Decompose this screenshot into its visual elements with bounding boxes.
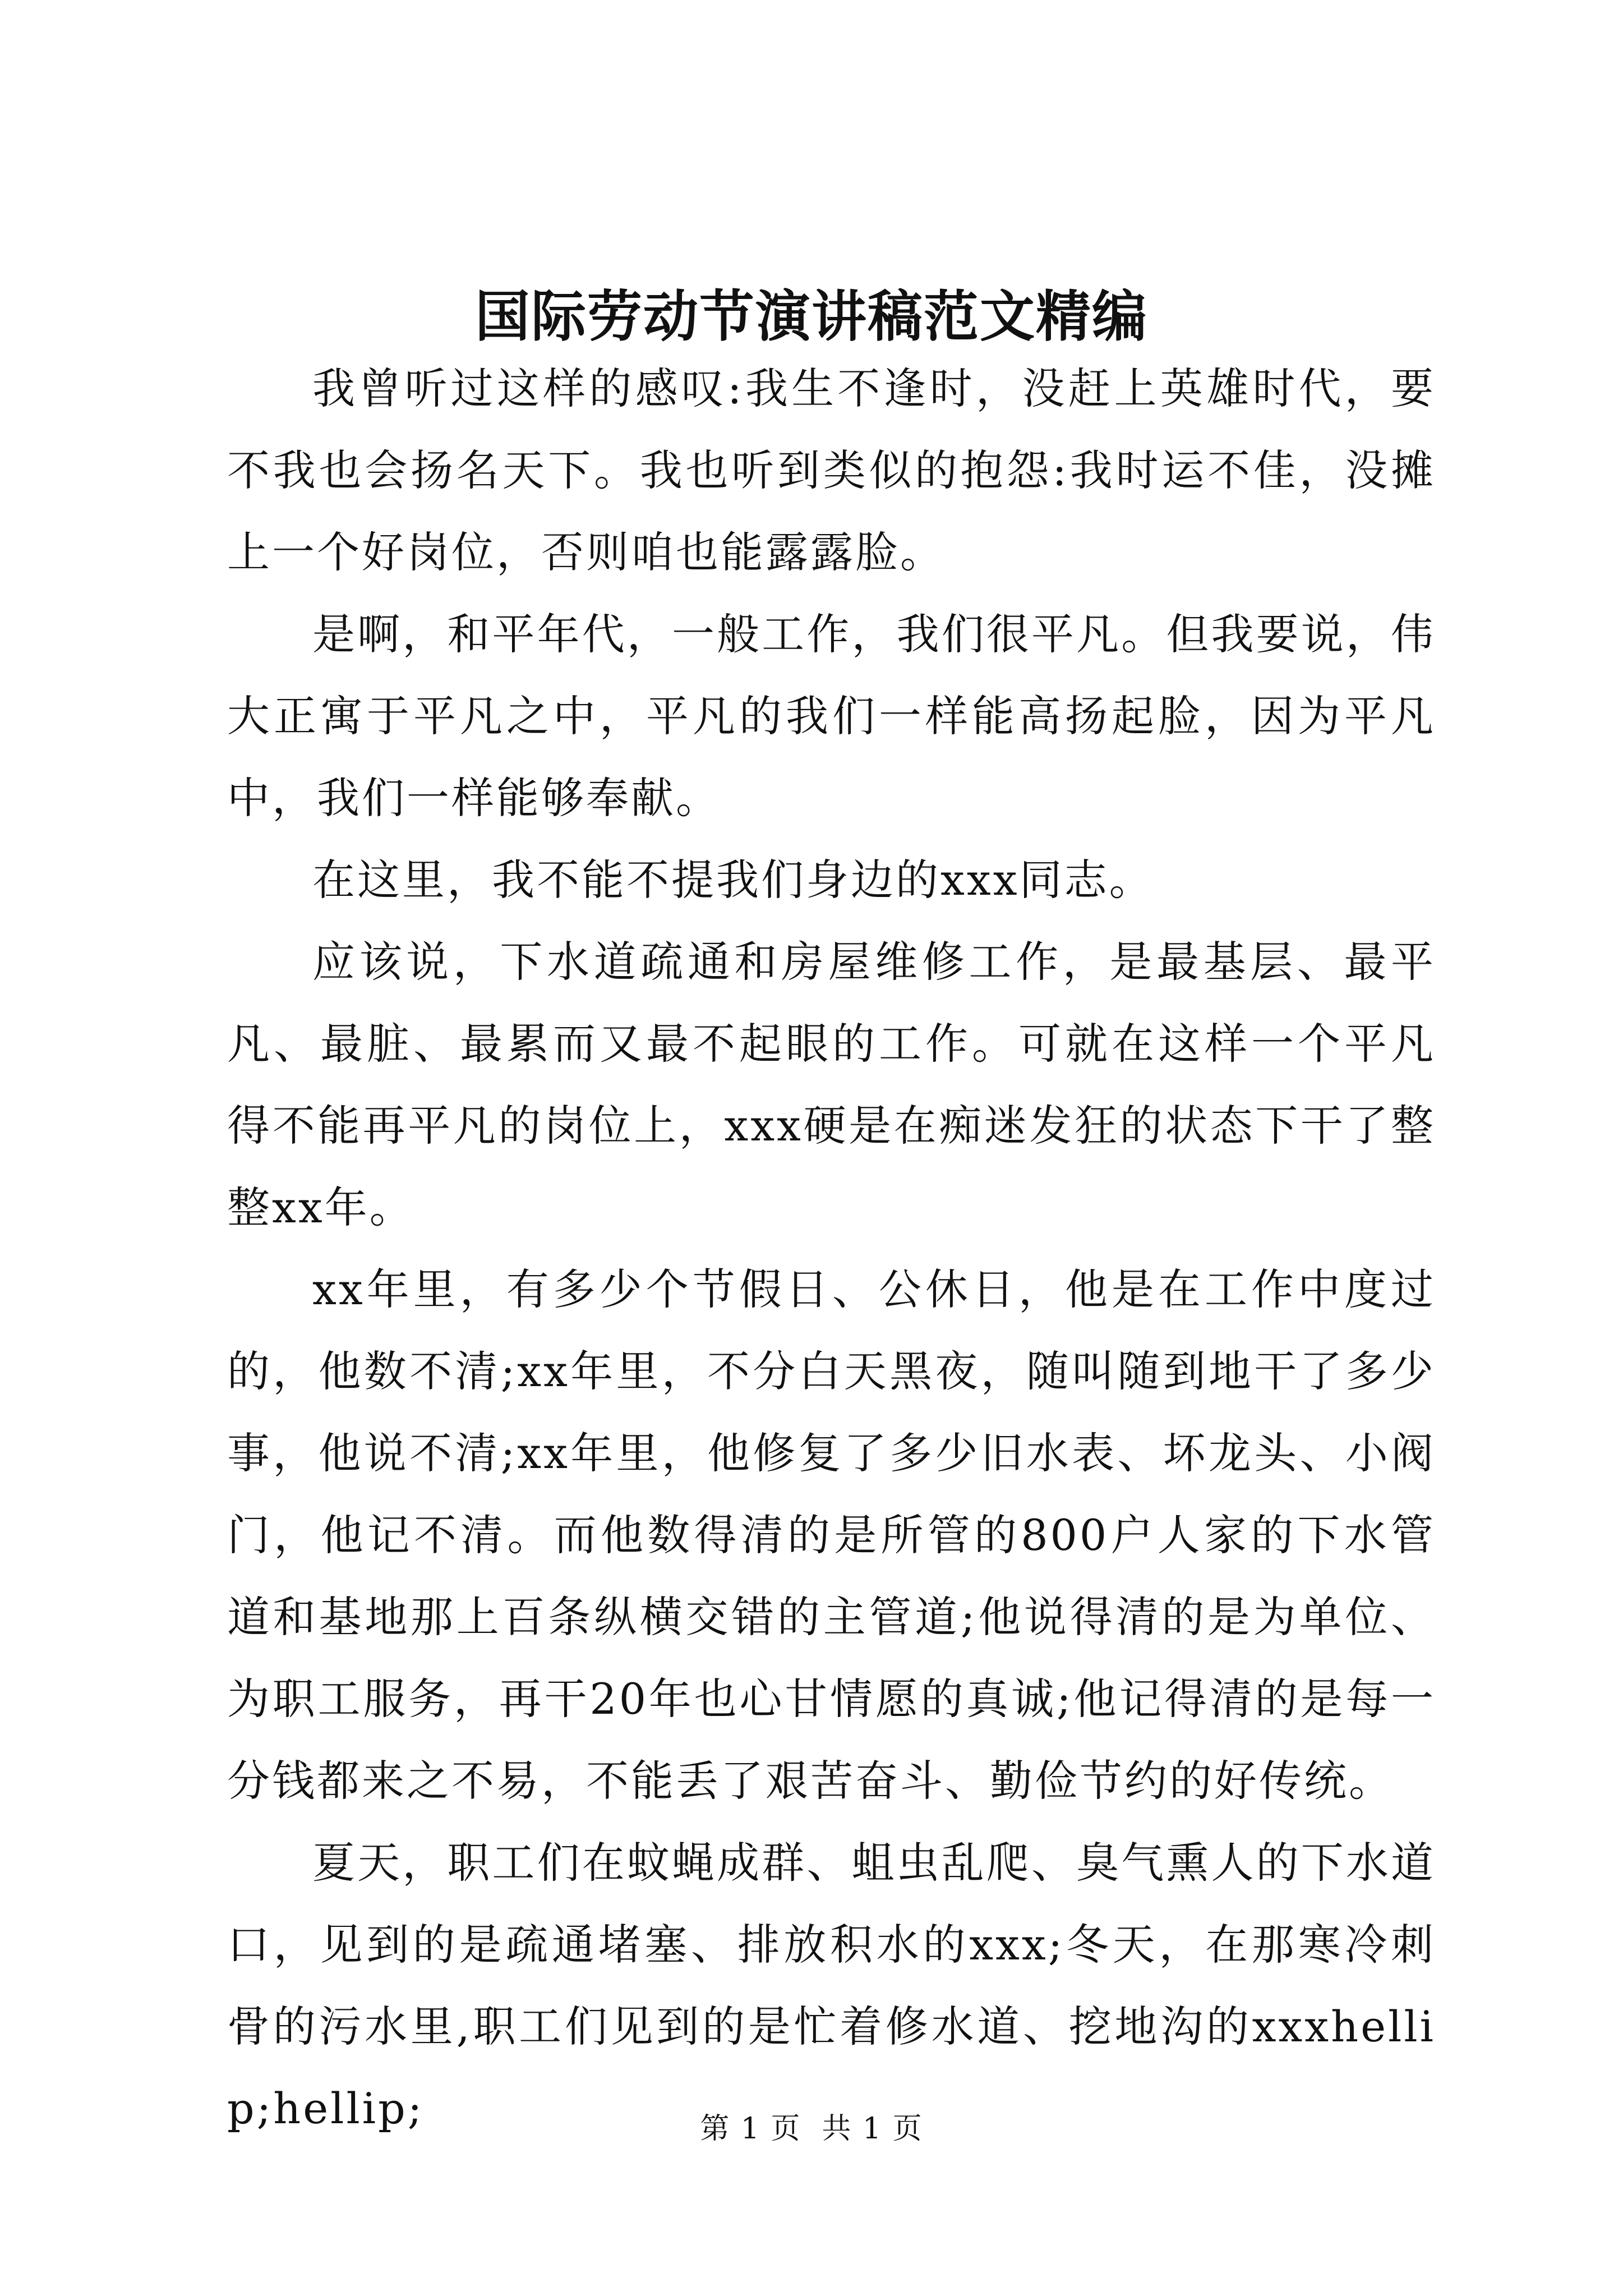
paragraph-5: xx年里，有多少个节假日、公休日，他是在工作中度过的，他数不清;xx年里，不分白天黑夜，随叫随到地干了多少事，他说不清;xx年里，他修复了多少旧水表、坏龙头、小阀门，他记不清。而他数得清的是所管的800户人家的下水管道和基地那上百条纵横交错的主管道;他说得清的是为单位、为职工服务，再干20年也心甘情愿的真诚;他记得清的是每一分钱都来之不易，不能丢了艰苦奋斗、勤俭节约的好传统。 bbox=[227, 1264, 1436, 1806]
paragraph-4: 应该说，下水道疏通和房屋维修工作，是最基层、最平凡、最脏、最累而又最不起眼的工作。可就在这样一个平凡得不能再平凡的岗位上，xxx硬是在痴迷发狂的状态下干了整整xx年。 bbox=[227, 937, 1436, 1232]
paragraph-1: 我曾听过这样的感叹:我生不逢时，没赶上英雄时代，要不我也会扬名天下。我也听到类似的抱怨:我时运不佳，没摊上一个好岗位，否则咱也能露露脸。 bbox=[227, 364, 1436, 577]
page-footer bbox=[0, 2109, 1623, 2148]
page-title: 国际劳动节演讲稿范文精编 bbox=[474, 284, 1148, 349]
paragraph-2: 是啊，和平年代，一般工作，我们很平凡。但我要说，伟大正寓于平凡之中，平凡的我们一样能高扬起脸，因为平凡中，我们一样能够奉献。 bbox=[227, 609, 1436, 823]
page-number-label: 第 1 页 共 1 页 bbox=[700, 2112, 923, 2146]
paragraph-3: 在这里，我不能不提我们身边的xxx同志。 bbox=[312, 855, 1154, 905]
paragraph-6: 夏天，职工们在蚊蝇成群、蛆虫乱爬、臭气熏人的下水道口，见到的是疏通堵塞、排放积水的xxx;冬天，在那寒冷刺骨的污水里,职工们见到的是忙着修水道、挖地沟的xxxhellip;hellip; bbox=[227, 1838, 1436, 2133]
document-body bbox=[227, 348, 1436, 2150]
